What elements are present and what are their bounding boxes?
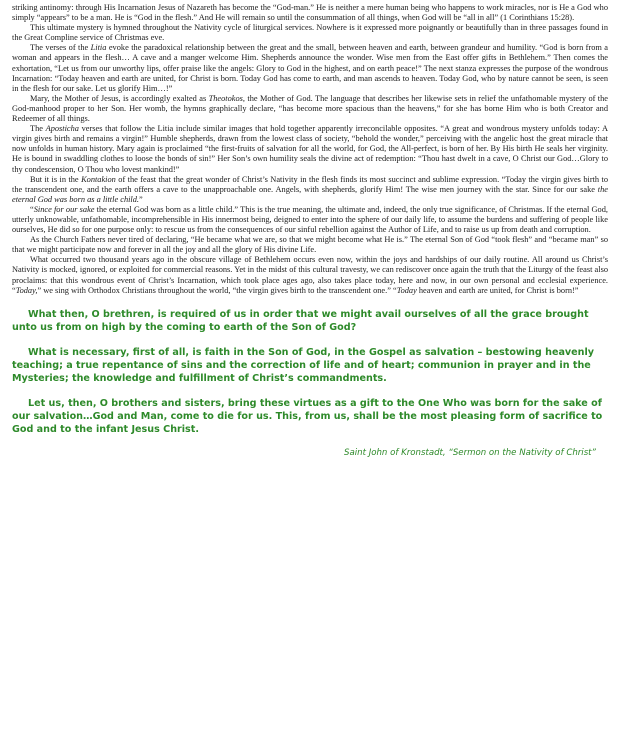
paragraph-text: What occurred two thousand years ago in the obscure village of Bethlehem occurs even now, within the joys and hardships of our daily routine. All around us Christ’s Nativity is mocked, ignored, or exploited for commercial reasons. Yet in the midst of this cultural travesty, we can rediscover once again the truth that the Liturgy of the feast also proclaims: that this wondrous event of Christ’s Incarnation, which took place ages ago, also takes place today, here and now, in our own personal and ecclesial experience. “ — [12, 255, 608, 295]
italic-text: Today — [396, 285, 417, 295]
paragraph-text: heaven and earth are united, for Christ is born!” — [416, 285, 579, 295]
paragraph-text: The — [30, 124, 46, 134]
paragraph-text: evoke the paradoxical relationship between the great and the small, between heaven and earth, between grandeur and humility. “God is born from a woman and appears in the flesh… A cave and a manger welcome Him. Shepherds announce the wonder. Wise men from the East offer gifts in Bethlehem.” Then comes the exhortation, “Let us from our unworthy lips, offer praise like the angels: Glory to God in the highest, and on earth peace!” The next stanza expresses the purpose of the wondrous Incarnation: “Today heaven and earth are united, for Christ is born. Today God has come to earth, and man ascends to heaven. Today God, who by nature cannot be seen, is seen in the flesh for our sake. Let us glorify Him…!” — [12, 43, 609, 93]
document-page — [12, 3, 608, 458]
paragraph-text: This ultimate mystery is hymned throughout the Nativity cycle of liturgical services. Nowhere is it expressed more poignantly or beautifully than in three passages found in the Great Compline service of Christmas eve. — [12, 23, 608, 43]
body-paragraph — [12, 124, 608, 174]
quote-question: What then, O brethren, is required of us in order that we might avail ourselves of all the grace brought unto us from on high by the coming to earth of the Son of God? — [12, 308, 589, 333]
paragraph-text: striking antinomy: through His Incarnation Jesus of Nazareth has become the “God-man.” He is neither a mere human being who happens to work miracles, nor is He a God who simply “appears” to be a man. He is “God in the flesh.” And He will remain so until the consummation of all things, when God will be “all in all” (1 Corinthians 15:28). — [12, 3, 608, 23]
body-paragraph — [12, 94, 608, 124]
italic-text: Aposticha — [45, 124, 79, 134]
body-paragraph — [12, 255, 608, 295]
paragraph-text: The verses of the — [30, 43, 91, 53]
attribution: Saint John of Kronstadt, “Sermon on the Nativity of Christ” — [344, 447, 596, 458]
paragraph-text: ” we sing with Orthodox Christians throughout the world, “the virgin gives birth to the transcendent one.” “ — [37, 285, 397, 295]
italic-text: Kontakion — [81, 174, 116, 184]
body-paragraph — [12, 205, 608, 235]
paragraph-text: ” — [139, 194, 143, 204]
italic-text: the eternal God was born as a little child. — [12, 184, 608, 204]
italic-text: Today, — [15, 285, 38, 295]
article-body — [12, 3, 608, 296]
quote-answer: What is necessary, first of all, is faith in the Son of God, in the Gospel as salvation – bestowing heavenly teaching; a true repentance of sins and the correction of life and of heart; communion in prayer and in the Mysteries; the knowledge and fulfillment of Christ’s commandments. — [12, 346, 595, 384]
paragraph-text: But it is in the — [30, 174, 82, 184]
paragraph-text: verses that follow the Litia include similar images that hold together apparently irreconcilable opposites. “A great and wondrous mystery unfolds today: A virgin gives birth and remains a virgin!” Humble shepherds, drawn from the lowest class of society, “behold the wonder,” perceiving with the angelic host the great miracle that now unfolds in human history. Mary again is proclaimed “the first-fruits of salvation for all the world, for God, the All-perfect, is born of her. By His birth He seals her virginity. He is bound in swaddling clothes to loose the bonds of sin!” Her Son’s own humility seals the divine act of redemption: “Thou hast dwelt in a cave, O Christ our God…Glory to thy condescension, O Thou who lovest mankind!” — [12, 124, 608, 174]
body-paragraph — [12, 23, 608, 43]
paragraph-text: the eternal God was born as a little child.” This is the true meaning, the ultimate and, indeed, the only true significance, of Christmas. If the eternal God, utterly unknowable, unfathomable, incomprehensible in His innermost being, deigned to enter into the sphere of our daily life, to assume the burdens and suffering of people like ourselves, He did so for one purpose only: to rescue us from the consequences of our sinful rebellion against the Author of Life, and to raise us up from death and corruption. — [12, 204, 608, 235]
paragraph-text: Mary, the Mother of Jesus, is accordingly exalted as — [30, 93, 209, 103]
italic-text: Since for our sake — [33, 204, 95, 214]
paragraph-text: of the feast that the great wonder of Christ’s Nativity in the flesh finds its most succinct and sublime expression. “Today the virgin gives birth to the transcendent one, and the earth offers a cave to the unapproachable one. Angels, with shepherds, glorify Him! The wise men journey with the star. Since for our sake — [12, 174, 609, 194]
italic-text: Litia — [90, 43, 107, 53]
body-paragraph — [12, 43, 608, 93]
quote-exhortation: Let us, then, O brothers and sisters, bring these virtues as a gift to the One Who was born for the sake of our salvation…God and Man, come to die for us. This, from us, shall be the most pleasing form of sacrifice to God and to the infant Jesus Christ. — [12, 397, 603, 435]
body-paragraph — [12, 3, 608, 23]
paragraph-text: As the Church Fathers never tired of declaring, “He became what we are, so that we might become what He is.” The eternal Son of God “took flesh” and “became man” so that we might participate now and forever in all the joy and all the glory of His divine Life. — [12, 235, 608, 255]
body-paragraph — [12, 235, 608, 255]
italic-text: Theotokos — [208, 93, 243, 103]
paragraph-text: “ — [30, 204, 34, 214]
body-paragraph — [12, 175, 608, 205]
paragraph-text: , the Mother of God. The language that describes her likewise sets in relief the unfathomable mystery of the God-manhood proper to her Son. Her womb, the hymns graphically declare, “has become more spacious than the heavens,” for she has borne Him who is both Creator and Redeemer of all things. — [12, 93, 608, 124]
